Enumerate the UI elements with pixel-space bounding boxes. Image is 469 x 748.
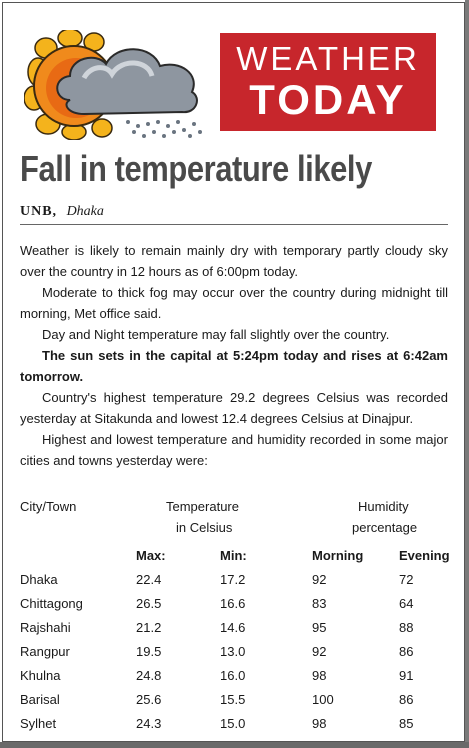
- badge-today-text: TODAY: [249, 76, 407, 123]
- right-edge-rule: [465, 0, 469, 748]
- cell-evening: 85: [399, 716, 414, 731]
- cell-evening: 86: [399, 644, 414, 659]
- col-header-temp-2: in Celsius: [176, 520, 233, 535]
- cell-evening: 91: [399, 668, 414, 683]
- paragraph-sun-times: The sun sets in the capital at 5:24pm today and rises at 6:42am tomorrow.: [20, 348, 448, 384]
- cell-max: 22.4: [136, 572, 162, 587]
- cell-min: 15.5: [220, 692, 246, 707]
- cell-morning: 98: [312, 668, 327, 683]
- cell-max: 24.3: [136, 716, 162, 731]
- table-row: [20, 668, 450, 690]
- table-row: [20, 716, 450, 738]
- byline: [20, 204, 104, 220]
- cell-morning: 100: [312, 692, 334, 707]
- paragraph: Weather is likely to remain mainly dry with temporary partly cloudy sky over the country in 12 hours as of 6:00pm today.: [20, 243, 448, 279]
- sub-header-evening: Evening: [399, 548, 450, 563]
- cell-city: Barisal: [20, 692, 60, 707]
- table-row: [20, 692, 450, 714]
- cell-city: Dhaka: [20, 572, 58, 587]
- paragraph: Moderate to thick fog may occur over the country during midnight till morning, Met office said.: [20, 285, 448, 321]
- table-row: [20, 596, 450, 618]
- sub-header-morning: Morning: [312, 548, 364, 563]
- cell-evening: 72: [399, 572, 414, 587]
- cell-max: 24.8: [136, 668, 162, 683]
- cell-min: 14.6: [220, 620, 246, 635]
- weather-illustration: [24, 30, 224, 140]
- bottom-edge-rule: [0, 742, 469, 748]
- col-header-hum-1: Humidity: [358, 499, 409, 514]
- cell-min: 16.6: [220, 596, 246, 611]
- cell-min: 15.0: [220, 716, 246, 731]
- col-header-hum-2: percentage: [352, 520, 418, 535]
- cell-max: 21.2: [136, 620, 162, 635]
- article-body: [20, 240, 448, 471]
- cell-city: Rajshahi: [20, 620, 71, 635]
- cell-city: Sylhet: [20, 716, 57, 731]
- weather-today-badge: [220, 33, 436, 131]
- cell-max: 19.5: [136, 644, 162, 659]
- paragraph: Highest and lowest temperature and humidity recorded in some major cities and towns yesterday were:: [20, 432, 448, 468]
- cell-min: 13.0: [220, 644, 246, 659]
- rain-icon: [126, 120, 202, 138]
- cell-city: Rangpur: [20, 644, 70, 659]
- paragraph: Country's highest temperature 29.2 degrees Celsius was recorded yesterday at Sitakunda and lowest 12.4 degrees Celsius at Dinajpur.: [20, 390, 448, 426]
- cell-city: Khulna: [20, 668, 61, 683]
- cell-morning: 92: [312, 572, 327, 587]
- sub-header-min: Min:: [220, 548, 247, 563]
- cell-morning: 98: [312, 716, 327, 731]
- cell-evening: 86: [399, 692, 414, 707]
- cell-morning: 92: [312, 644, 327, 659]
- cell-max: 25.6: [136, 692, 162, 707]
- byline-divider: [20, 224, 448, 225]
- badge-weather-text: WEATHER: [236, 40, 420, 77]
- col-header-city: City/Town: [20, 499, 77, 514]
- cell-evening: 64: [399, 596, 414, 611]
- cell-max: 26.5: [136, 596, 162, 611]
- byline-source: UNB,: [20, 204, 58, 219]
- cell-min: 16.0: [220, 668, 246, 683]
- cell-city: Chittagong: [20, 596, 83, 611]
- cell-evening: 88: [399, 620, 414, 635]
- cell-min: 17.2: [220, 572, 246, 587]
- table-row: [20, 620, 450, 642]
- table-row: [20, 644, 450, 666]
- cell-morning: 95: [312, 620, 327, 635]
- byline-city: Dhaka: [66, 204, 104, 219]
- paragraph: Day and Night temperature may fall slightly over the country.: [42, 327, 390, 342]
- cell-morning: 83: [312, 596, 327, 611]
- table-row: [20, 572, 450, 594]
- headline: Fall in temperature likely: [20, 148, 372, 189]
- col-header-temp-1: Temperature: [166, 499, 239, 514]
- sub-header-max: Max:: [136, 548, 166, 563]
